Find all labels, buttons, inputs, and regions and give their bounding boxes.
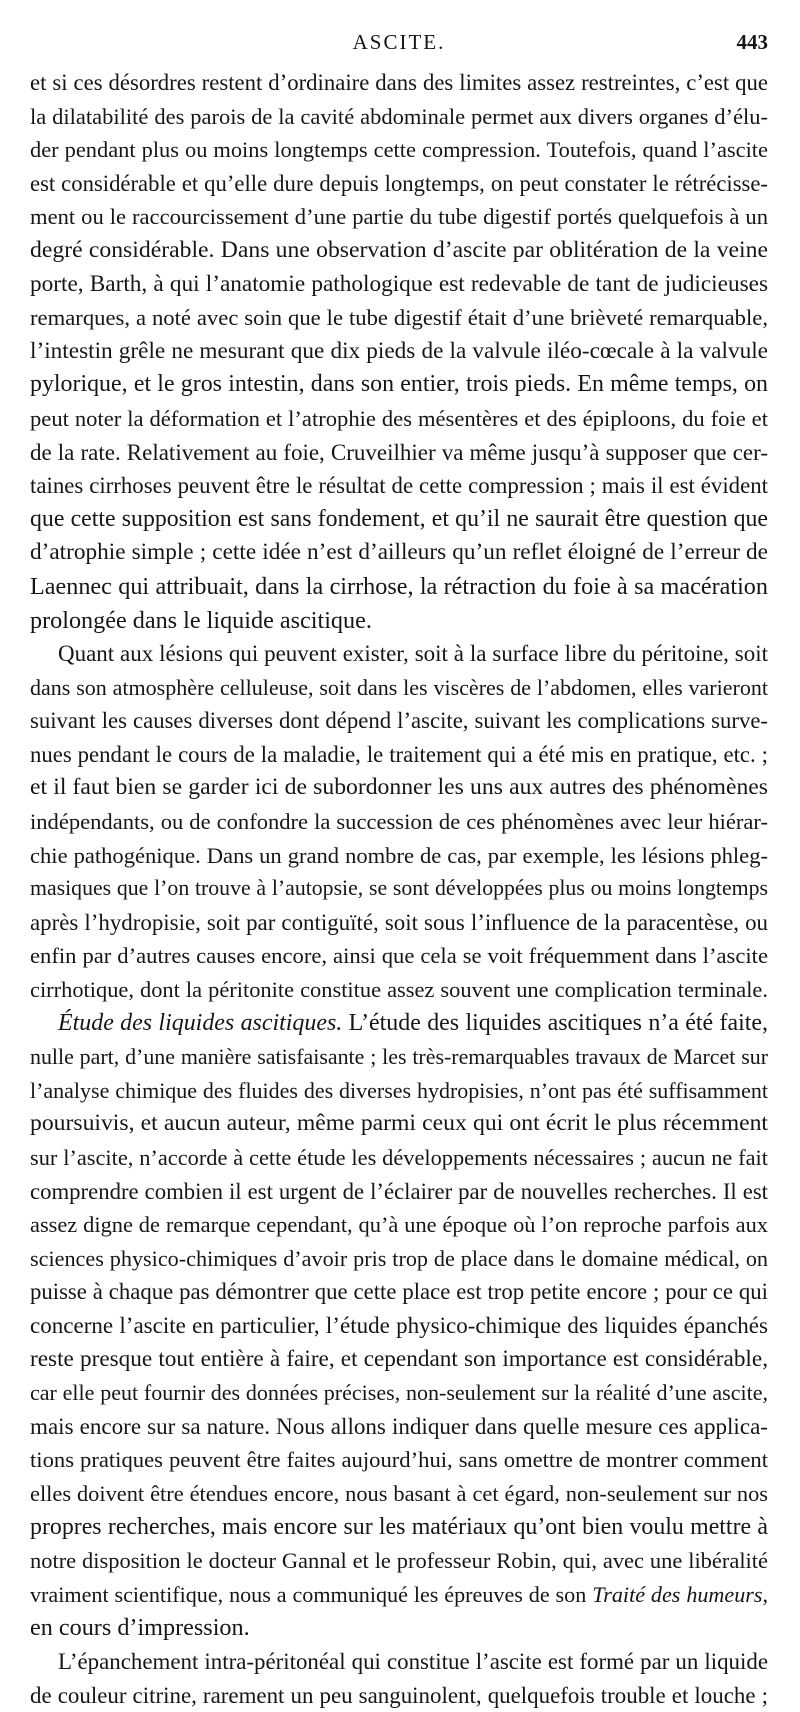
text-line: dans son atmosphère celluleuse, soit dans les viscères de l’abdomen, elles varieront xyxy=(30,671,768,705)
text-line: Quant aux lésions qui peuvent exister, soit à la surface libre du péritoine, soit xyxy=(30,637,768,671)
page-header xyxy=(30,24,768,66)
text-line: masiques que l’on trouve à l’autopsie, se sont développées plus ou moins longtemps xyxy=(30,872,768,906)
paragraph-1 xyxy=(30,66,768,637)
text-line: sciences physico-chimiques d’avoir pris trop de place dans le domaine médical, on xyxy=(30,1242,768,1276)
text-line: car elle peut fournir des données précises, non-seulement sur la réalité d’une ascite, xyxy=(30,1376,768,1410)
text-line: et il faut bien se garder ici de subordonner les uns aux autres des phénomènes xyxy=(30,771,768,805)
text-line: concerne l’ascite en particulier, l’étude physico-chimique des liquides épanchés xyxy=(30,1309,768,1343)
text-line: reste presque tout entière à faire, et cependant son importance est considérable, xyxy=(30,1343,768,1377)
text-line: après l’hydropisie, soit par contiguïté, soit sous l’influence de la paracentèse, ou xyxy=(30,906,768,940)
text-line: enfin par d’autres causes encore, ainsi que cela se voit fréquemment dans l’ascite xyxy=(30,939,768,973)
paragraph-4 xyxy=(30,1645,768,1712)
text-line: que cette supposition est sans fondement, et qu’il ne saurait être question que xyxy=(30,503,768,537)
text-line: notre disposition le docteur Gannal et le professeur Robin, qui, avec une libéralité xyxy=(30,1544,768,1578)
book-title: Traité des humeurs xyxy=(592,1582,762,1607)
text-line: est considérable et qu’elle dure depuis longtemps, on peut constater le rétrécisse- xyxy=(30,167,768,201)
text-line: cirrhotique, dont la péritonite constitue assez souvent une complication terminale. xyxy=(30,973,768,1007)
text-line: indépendants, ou de confondre la succession de ces phénomènes avec leur hiérar- xyxy=(30,805,768,839)
text-line: degré considérable. Dans une observation d’ascite par oblitération de la veine xyxy=(30,234,768,268)
text-line: porte, Barth, à qui l’anatomie pathologique est redevable de tant de judicieuses xyxy=(30,268,768,302)
text-line xyxy=(30,1007,768,1041)
text-line: et si ces désordres restent d’ordinaire dans des limites assez restreintes, c’est que xyxy=(30,66,768,100)
text-line: l’intestin grêle ne mesurant que dix pieds de la valvule iléo-cœcale à la valvule xyxy=(30,335,768,369)
text-line: nulle part, d’une manière satisfaisante ; les très-remarquables travaux de Marcet sur xyxy=(30,1040,768,1074)
text-line: en cours d’impression. xyxy=(30,1611,768,1645)
paragraph-2 xyxy=(30,637,768,1007)
text-run: , xyxy=(762,1582,768,1607)
text-line: elles doivent être étendues encore, nous basant à cet égard, non-seulement sur nos xyxy=(30,1477,768,1511)
text-line: prolongée dans le liquide ascitique. xyxy=(30,604,768,638)
text-line: assez digne de remarque cependant, qu’à une époque où l’on reproche parfois aux xyxy=(30,1208,768,1242)
text-line: L’épanchement intra-péritonéal qui constitue l’ascite est formé par un liquide xyxy=(30,1645,768,1679)
page-number: 443 xyxy=(737,30,769,55)
text-line: poursuivis, et aucun auteur, même parmi ceux qui ont écrit le plus récemment xyxy=(30,1107,768,1141)
section-heading: Étude des liquides ascitiques. xyxy=(58,1010,342,1036)
text-line: nues pendant le cours de la maladie, le traitement qui a été mis en pratique, etc. ; xyxy=(30,738,768,772)
text-line: pylorique, et le gros intestin, dans son entier, trois pieds. En même temps, on xyxy=(30,368,768,402)
text-line: Laennec qui attribuait, dans la cirrhose, la rétraction du foie à sa macération xyxy=(30,570,768,604)
text-line: remarques, a noté avec soin que le tube digestif était d’une brièveté remarquable, xyxy=(30,301,768,335)
running-title: ASCITE. xyxy=(30,30,768,55)
paragraph-3 xyxy=(30,1007,768,1645)
text-line: peut noter la déformation et l’atrophie des mésentères et des épiploons, du foie et xyxy=(30,402,768,436)
text-line: de couleur citrine, rarement un peu sanguinolent, quelquefois trouble et louche ; xyxy=(30,1679,768,1712)
text-line: suivant les causes diverses dont dépend l’ascite, suivant les complications surve- xyxy=(30,704,768,738)
text-line: de la rate. Relativement au foie, Cruveilhier va même jusqu’à supposer que cer- xyxy=(30,436,768,470)
text-line: l’analyse chimique des fluides des diverses hydropisies, n’ont pas été suffisamment xyxy=(30,1074,768,1108)
text-line: propres recherches, mais encore sur les matériaux qu’ont bien voulu mettre à xyxy=(30,1511,768,1545)
book-page xyxy=(30,24,768,1712)
text-line: la dilatabilité des parois de la cavité abdominale permet aux divers organes d’élu- xyxy=(30,100,768,134)
text-line: taines cirrhoses peuvent être le résultat de cette compression ; mais il est évident xyxy=(30,469,768,503)
text-line xyxy=(30,1578,768,1612)
text-line: d’atrophie simple ; cette idée n’est d’ailleurs qu’un reflet éloigné de l’erreur de xyxy=(30,536,768,570)
text-line: sur l’ascite, n’accorde à cette étude les développements nécessaires ; aucun ne fait xyxy=(30,1141,768,1175)
text-line: puisse à chaque pas démontrer que cette place est trop petite encore ; pour ce qui xyxy=(30,1275,768,1309)
text-line: tions pratiques peuvent être faites aujourd’hui, sans omettre de montrer comment xyxy=(30,1443,768,1477)
text-run: vraiment scientifique, nous a communiqué les épreuves de son xyxy=(30,1582,592,1607)
text-line: chie pathogénique. Dans un grand nombre de cas, par exemple, les lésions phleg- xyxy=(30,839,768,873)
text-line: der pendant plus ou moins longtemps cette compression. Toutefois, quand l’ascite xyxy=(30,133,768,167)
text-line: ment ou le raccourcissement d’une partie du tube digestif portés quelquefois à un xyxy=(30,200,768,234)
text-run: L’étude des liquides ascitiques n’a été faite, xyxy=(342,1010,768,1036)
text-line: mais encore sur sa nature. Nous allons indiquer dans quelle mesure ces applica- xyxy=(30,1410,768,1444)
text-line: comprendre combien il est urgent de l’éclairer par de nouvelles recherches. Il est xyxy=(30,1175,768,1209)
